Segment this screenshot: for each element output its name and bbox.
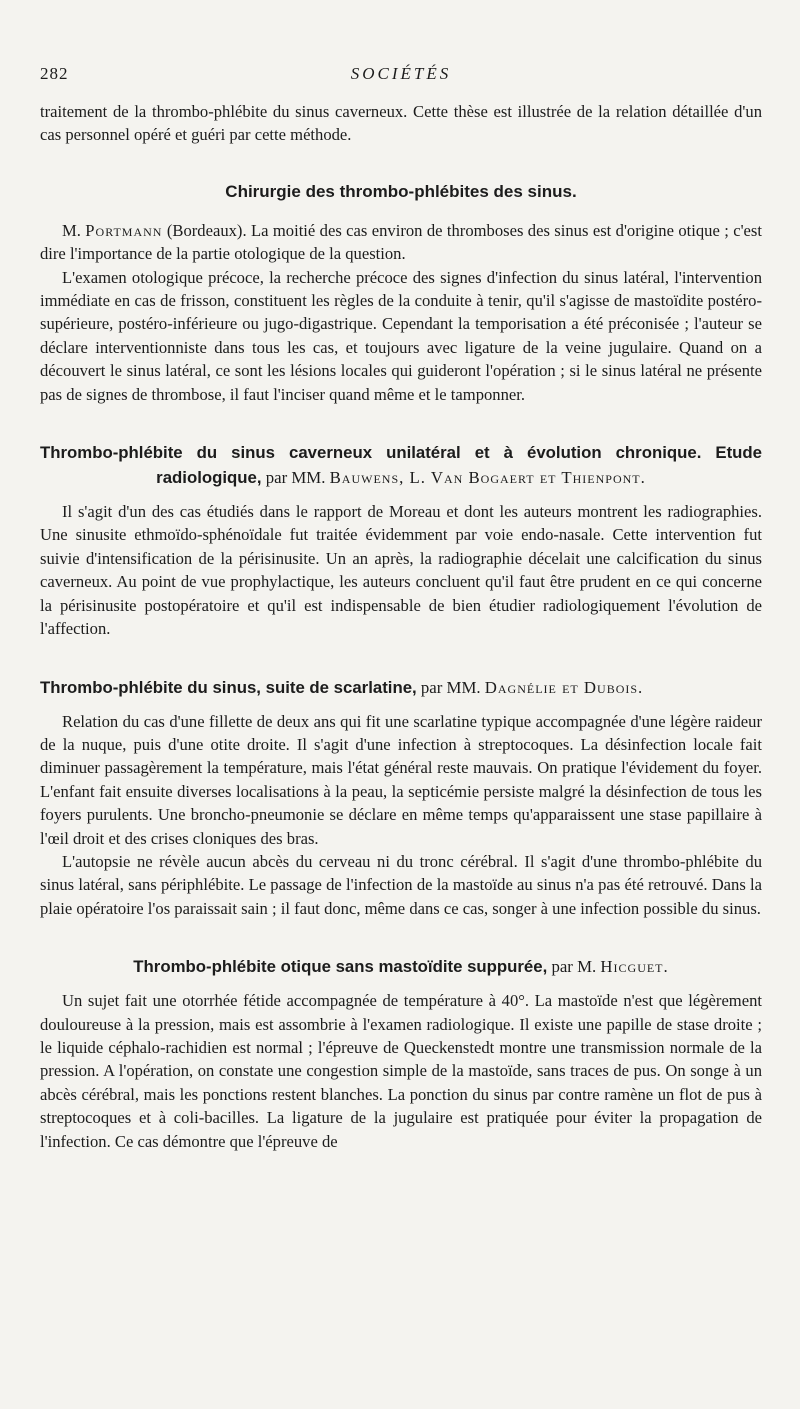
section-1-paragraph-1	[40, 219, 762, 266]
section-3-paragraph-1: Relation du cas d'une fillette de deux ans qui fit une scarlatine typique accompagnée d'une légère raideur de la nuque, puis d'une otite droite. Il s'agit d'une infection à streptocoques. La désinfection locale fait diminuer passagèrement la température, mais l'état général reste mauvais. On pratique l'évidement du foyer. L'enfant fait ensuite diverses localisations à la peau, la septicémie persiste malgré la désinfection de tous les foyers purulents. Une broncho-pneumonie se déclare en même temps qu'apparaissent une stase papillaire à l'œil droit et des crises cloniques des bras.	[40, 711, 762, 848]
section-4-paragraph: Un sujet fait une otorrhée fétide accompagnée de température à 40°. La mastoïde n'est que légèrement douloureuse à la pression, mais est assombrie à l'examen radiologique. Il existe une papille de stase droite ; le liquide céphalo-rachidien est normal ; l'épreuve de Queckenstedt montre une transmission normale de la pression. A l'opération, on constate une congestion simple de la mastoïde, sans traces de pus. On songe à un abcès cérébral, mais les ponctions restent blanches. La ponction du sinus par contre ramène un flot de pus à streptocoques et à coli-bacilles. La ligature de la jugulaire est pratiquée pour éviter la propagation de l'infection. Ce cas démontre que l'épreuve de	[40, 991, 762, 1151]
intro-paragraph: traitement de la thrombo-phlébite du sinus caverneux. Cette thèse est illustrée de la relation détaillée d'un cas personnel opéré et guéri par cette méthode.	[40, 102, 762, 145]
section-4-heading	[40, 954, 762, 979]
section-2-title: Thrombo-phlébite du sinus caverneux unilatéral et à évolution chronique. Etude radiologique,	[40, 443, 762, 488]
section-2-heading	[40, 440, 762, 490]
section-3-paragraph-2: L'autopsie ne révèle aucun abcès du cerveau ni du tronc cérébral. Il s'agit d'une thrombo-phlébite du sinus latéral, sans périphlébite. Le passage de l'infection de la mastoïde au sinus n'a pas été retrouvé. Dans la plaie opératoire l'os paraissait sain ; il faut donc, même dans ce cas, songer à une infection possible du sinus.	[40, 851, 762, 918]
section-1-text: (Bordeaux). La moitié des cas environ de thromboses des sinus est d'origine otique ; c'est dire l'importance de la partie otologique de la question.	[40, 220, 762, 264]
section-2-authors-prefix: par MM.	[261, 468, 330, 488]
page-number: 282	[40, 64, 69, 83]
section-4-authors-prefix: par M.	[547, 957, 601, 977]
section-2-authors: Bauwens, L. Van Bogaert et Thienpont.	[329, 468, 646, 488]
running-title: SOCIÉTÉS	[350, 64, 452, 83]
section-2-paragraph: Il s'agit d'un des cas étudiés dans le rapport de Moreau et dont les auteurs montrent les radiographies. Une sinusite ethmoïdo-sphénoïdale fut traitée évidemment par voie endo-nasale. Cette intervention fut suivie d'intensification de la périsinusite. Un an après, la radiographie décelait une calcification du sinus caverneux. Au point de vue prophylactique, les auteurs concluent qu'il faut être prudent en ce qui concerne la périsinusite postopératoire et qu'il est indispensable de bien étudier radiologiquement l'évolution de l'affection.	[40, 502, 762, 639]
section-3-authors: Dagnélie et Dubois.	[484, 677, 644, 697]
page	[40, 64, 762, 1153]
section-1-author: Portmann	[85, 220, 163, 240]
section-1-title: Chirurgie des thrombo-phlébites des sinus.	[225, 181, 577, 201]
running-head	[40, 64, 762, 100]
section-4-title: Thrombo-phlébite otique sans mastoïdite suppurée,	[133, 957, 548, 977]
section-3-title: Thrombo-phlébite du sinus, suite de scarlatine,	[40, 677, 417, 697]
section-4-authors: Hicguet.	[600, 957, 669, 977]
section-3-heading	[40, 675, 762, 700]
section-1-paragraph-2: L'examen otologique précoce, la recherche précoce des signes d'infection du sinus latéral, l'intervention immédiate en cas de frisson, constituent les règles de la conduite à tenir, qu'il s'agisse de mastoïdite postéro-supérieure, postéro-inférieure ou jugo-digastrique. Cependant la temporisation a été préconisée ; l'auteur se déclare interventionniste dans tous les cas, et toujours avec ligature de la veine jugulaire. Quand on a découvert le sinus latéral, ce sont les lésions locales qui guideront l'opération ; si le sinus latéral ne présente pas de signes de thrombose, il faut l'inciser quand même et le tamponner.	[40, 267, 762, 404]
section-3-authors-prefix: par MM.	[416, 677, 485, 697]
section-1-author-prefix: M.	[62, 220, 86, 240]
